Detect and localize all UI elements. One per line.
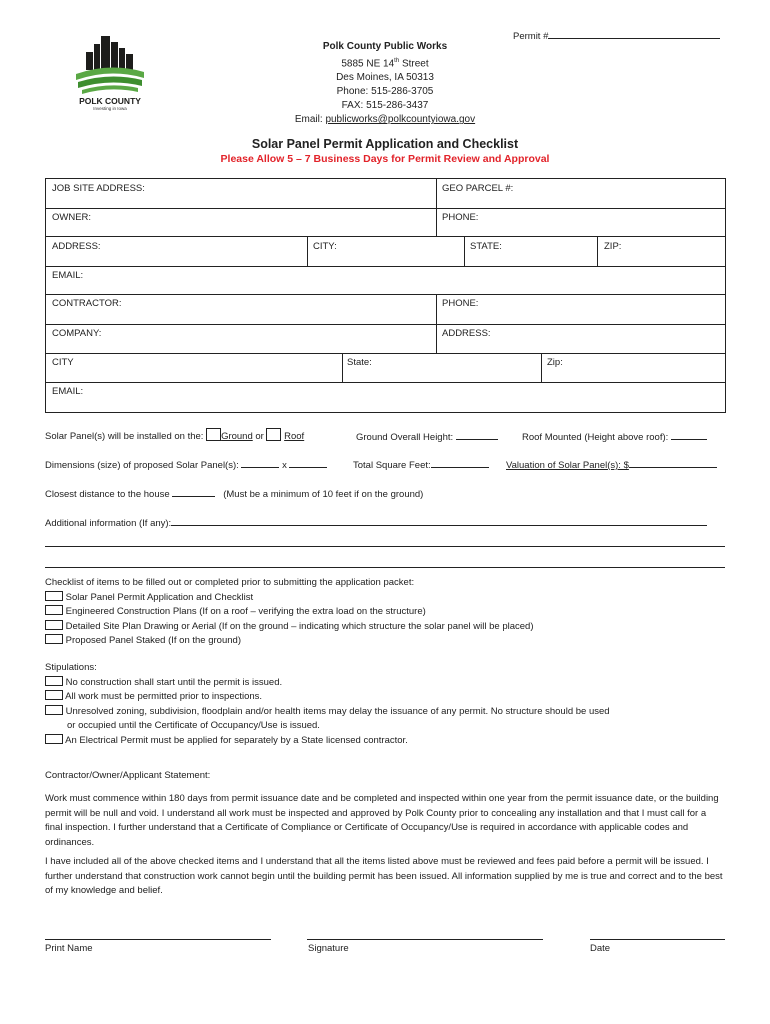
owner-address-field[interactable]: ADDRESS: bbox=[52, 241, 101, 252]
checklist-item: Engineered Construction Plans (If on a roof – verifying the extra load on the structure) bbox=[45, 605, 725, 620]
org-city: Des Moines, IA 50313 bbox=[336, 72, 434, 84]
ground-height-field[interactable]: Ground Overall Height: bbox=[356, 428, 498, 443]
install-location-row: Solar Panel(s) will be installed on the: Ground or Roof bbox=[45, 428, 304, 442]
checklist-checkbox[interactable] bbox=[45, 605, 63, 615]
stipulation-item: All work must be permitted prior to inspections. bbox=[45, 690, 725, 705]
company-address-field[interactable]: ADDRESS: bbox=[442, 328, 491, 339]
org-name: Polk County Public Works bbox=[322, 41, 448, 52]
signature-label: Signature bbox=[308, 943, 349, 954]
checklist-item: Solar Panel Permit Application and Checklist bbox=[45, 591, 725, 606]
owner-city-field[interactable]: CITY: bbox=[313, 241, 337, 252]
date-label: Date bbox=[590, 943, 611, 954]
stipulation-checkbox[interactable] bbox=[45, 734, 63, 744]
owner-state-field[interactable]: STATE: bbox=[470, 241, 502, 252]
page-title: Solar Panel Permit Application and Checklist bbox=[251, 137, 519, 151]
org-email-link[interactable]: publicworks@polkcountyiowa.gov bbox=[325, 114, 476, 126]
dimensions-field[interactable]: Dimensions (size) of proposed Solar Panel(s): x bbox=[45, 456, 327, 471]
additional-info-line-3[interactable] bbox=[45, 567, 725, 568]
statement-heading: Contractor/Owner/Applicant Statement: bbox=[45, 770, 211, 781]
ground-checkbox[interactable] bbox=[206, 428, 221, 441]
checklist-checkbox[interactable] bbox=[45, 620, 63, 630]
owner-field[interactable]: OWNER: bbox=[52, 212, 92, 223]
geo-parcel-field[interactable]: GEO PARCEL #: bbox=[442, 183, 514, 194]
statement-paragraph-1: Work must commence within 180 days from permit issuance date and be completed and inspected within one year from the permit issuance date, or the building permit will be null and void. I understand all work must be inspected and approved by Polk County prior to concealing any installation and that I must call for a final inspection. I further understand that a Certificate of Compliance or Certificate of Occupancy/Use is required in accordance with applicable codes and ordinances. bbox=[45, 793, 719, 848]
valuation-field[interactable]: Valuation of Solar Panel(s): $ bbox=[506, 456, 717, 471]
checklist-section bbox=[45, 576, 725, 649]
stipulation-continuation: or occupied until the Certificate of Occupancy/Use is issued. bbox=[67, 720, 320, 731]
polk-county-logo bbox=[74, 34, 146, 114]
stipulations-heading: Stipulations: bbox=[45, 662, 97, 673]
org-email-line: Email: publicworks@polkcountyiowa.gov bbox=[294, 114, 476, 126]
checklist-item: Proposed Panel Staked (If on the ground) bbox=[45, 634, 725, 649]
checklist-checkbox[interactable] bbox=[45, 634, 63, 644]
company-field[interactable]: COMPANY: bbox=[52, 328, 102, 339]
contractor-phone-field[interactable]: PHONE: bbox=[442, 298, 479, 309]
additional-info-line-2[interactable] bbox=[45, 546, 725, 547]
print-name-line[interactable] bbox=[45, 939, 271, 940]
stipulation-item: An Electrical Permit must be applied for separately by a State licensed contractor. bbox=[45, 734, 725, 749]
total-square-feet-field[interactable]: Total Square Feet: bbox=[353, 456, 489, 471]
company-email-field[interactable]: EMAIL: bbox=[52, 386, 84, 397]
permit-label: Permit # bbox=[513, 31, 549, 42]
statement-paragraph-2: I have included all of the above checked items and I understand that all the items listed above must be reviewed and fees paid before a permit will be issued. I further understand that construction work cannot begin until the building permit has been issued. All information supplied by me is true and correct and to the best of my knowledge and belief. bbox=[45, 856, 723, 896]
stipulation-checkbox[interactable] bbox=[45, 676, 63, 686]
contractor-field[interactable]: CONTRACTOR: bbox=[52, 298, 122, 309]
checklist-heading: Checklist of items to be filled out or completed prior to submitting the application packet: bbox=[45, 577, 415, 588]
permit-number-field[interactable] bbox=[513, 27, 720, 42]
company-state-field[interactable]: State: bbox=[347, 357, 372, 368]
roof-checkbox[interactable] bbox=[266, 428, 281, 441]
signature-line[interactable] bbox=[307, 939, 543, 940]
owner-email-field[interactable]: EMAIL: bbox=[52, 270, 84, 281]
stipulation-item: Unresolved zoning, subdivision, floodplain and/or health items may delay the issuance of any permit. No structure should be used bbox=[45, 705, 725, 720]
checklist-item: Detailed Site Plan Drawing or Aerial (If on the ground – indicating which structure the solar panel will be placed) bbox=[45, 620, 725, 635]
stipulations-section bbox=[45, 661, 725, 748]
owner-phone-field[interactable]: PHONE: bbox=[442, 212, 479, 223]
stipulation-checkbox[interactable] bbox=[45, 705, 63, 715]
roof-option: Roof bbox=[284, 431, 305, 442]
page-subtitle: Please Allow 5 – 7 Business Days for Permit Review and Approval bbox=[220, 153, 550, 165]
date-line[interactable] bbox=[590, 939, 725, 940]
checklist-checkbox[interactable] bbox=[45, 591, 63, 601]
additional-info-field[interactable]: Additional information (If any): bbox=[45, 514, 707, 529]
ground-option: Ground bbox=[221, 431, 253, 442]
roof-height-field[interactable]: Roof Mounted (Height above roof): bbox=[522, 428, 707, 443]
org-fax: FAX: 515-286-3437 bbox=[341, 100, 429, 112]
company-city-field[interactable]: CITY bbox=[52, 357, 74, 368]
closest-distance-field[interactable]: Closest distance to the house (Must be a minimum of 10 feet if on the ground) bbox=[45, 485, 423, 500]
applicant-form-table bbox=[45, 178, 726, 413]
org-street: 5885 NE 14th Street bbox=[341, 58, 429, 70]
stipulation-checkbox[interactable] bbox=[45, 690, 63, 700]
org-phone: Phone: 515-286-3705 bbox=[336, 86, 434, 98]
owner-zip-field[interactable]: ZIP: bbox=[604, 241, 622, 252]
org-header bbox=[230, 40, 540, 127]
logo-text: POLK COUNTY bbox=[79, 96, 141, 106]
print-name-label: Print Name bbox=[45, 943, 93, 954]
company-zip-field[interactable]: Zip: bbox=[547, 357, 563, 368]
stipulation-item: No construction shall start until the permit is issued. bbox=[45, 676, 725, 691]
logo-tagline: Investing in Iowa bbox=[93, 106, 127, 111]
job-site-address-field[interactable]: JOB SITE ADDRESS: bbox=[52, 183, 145, 194]
